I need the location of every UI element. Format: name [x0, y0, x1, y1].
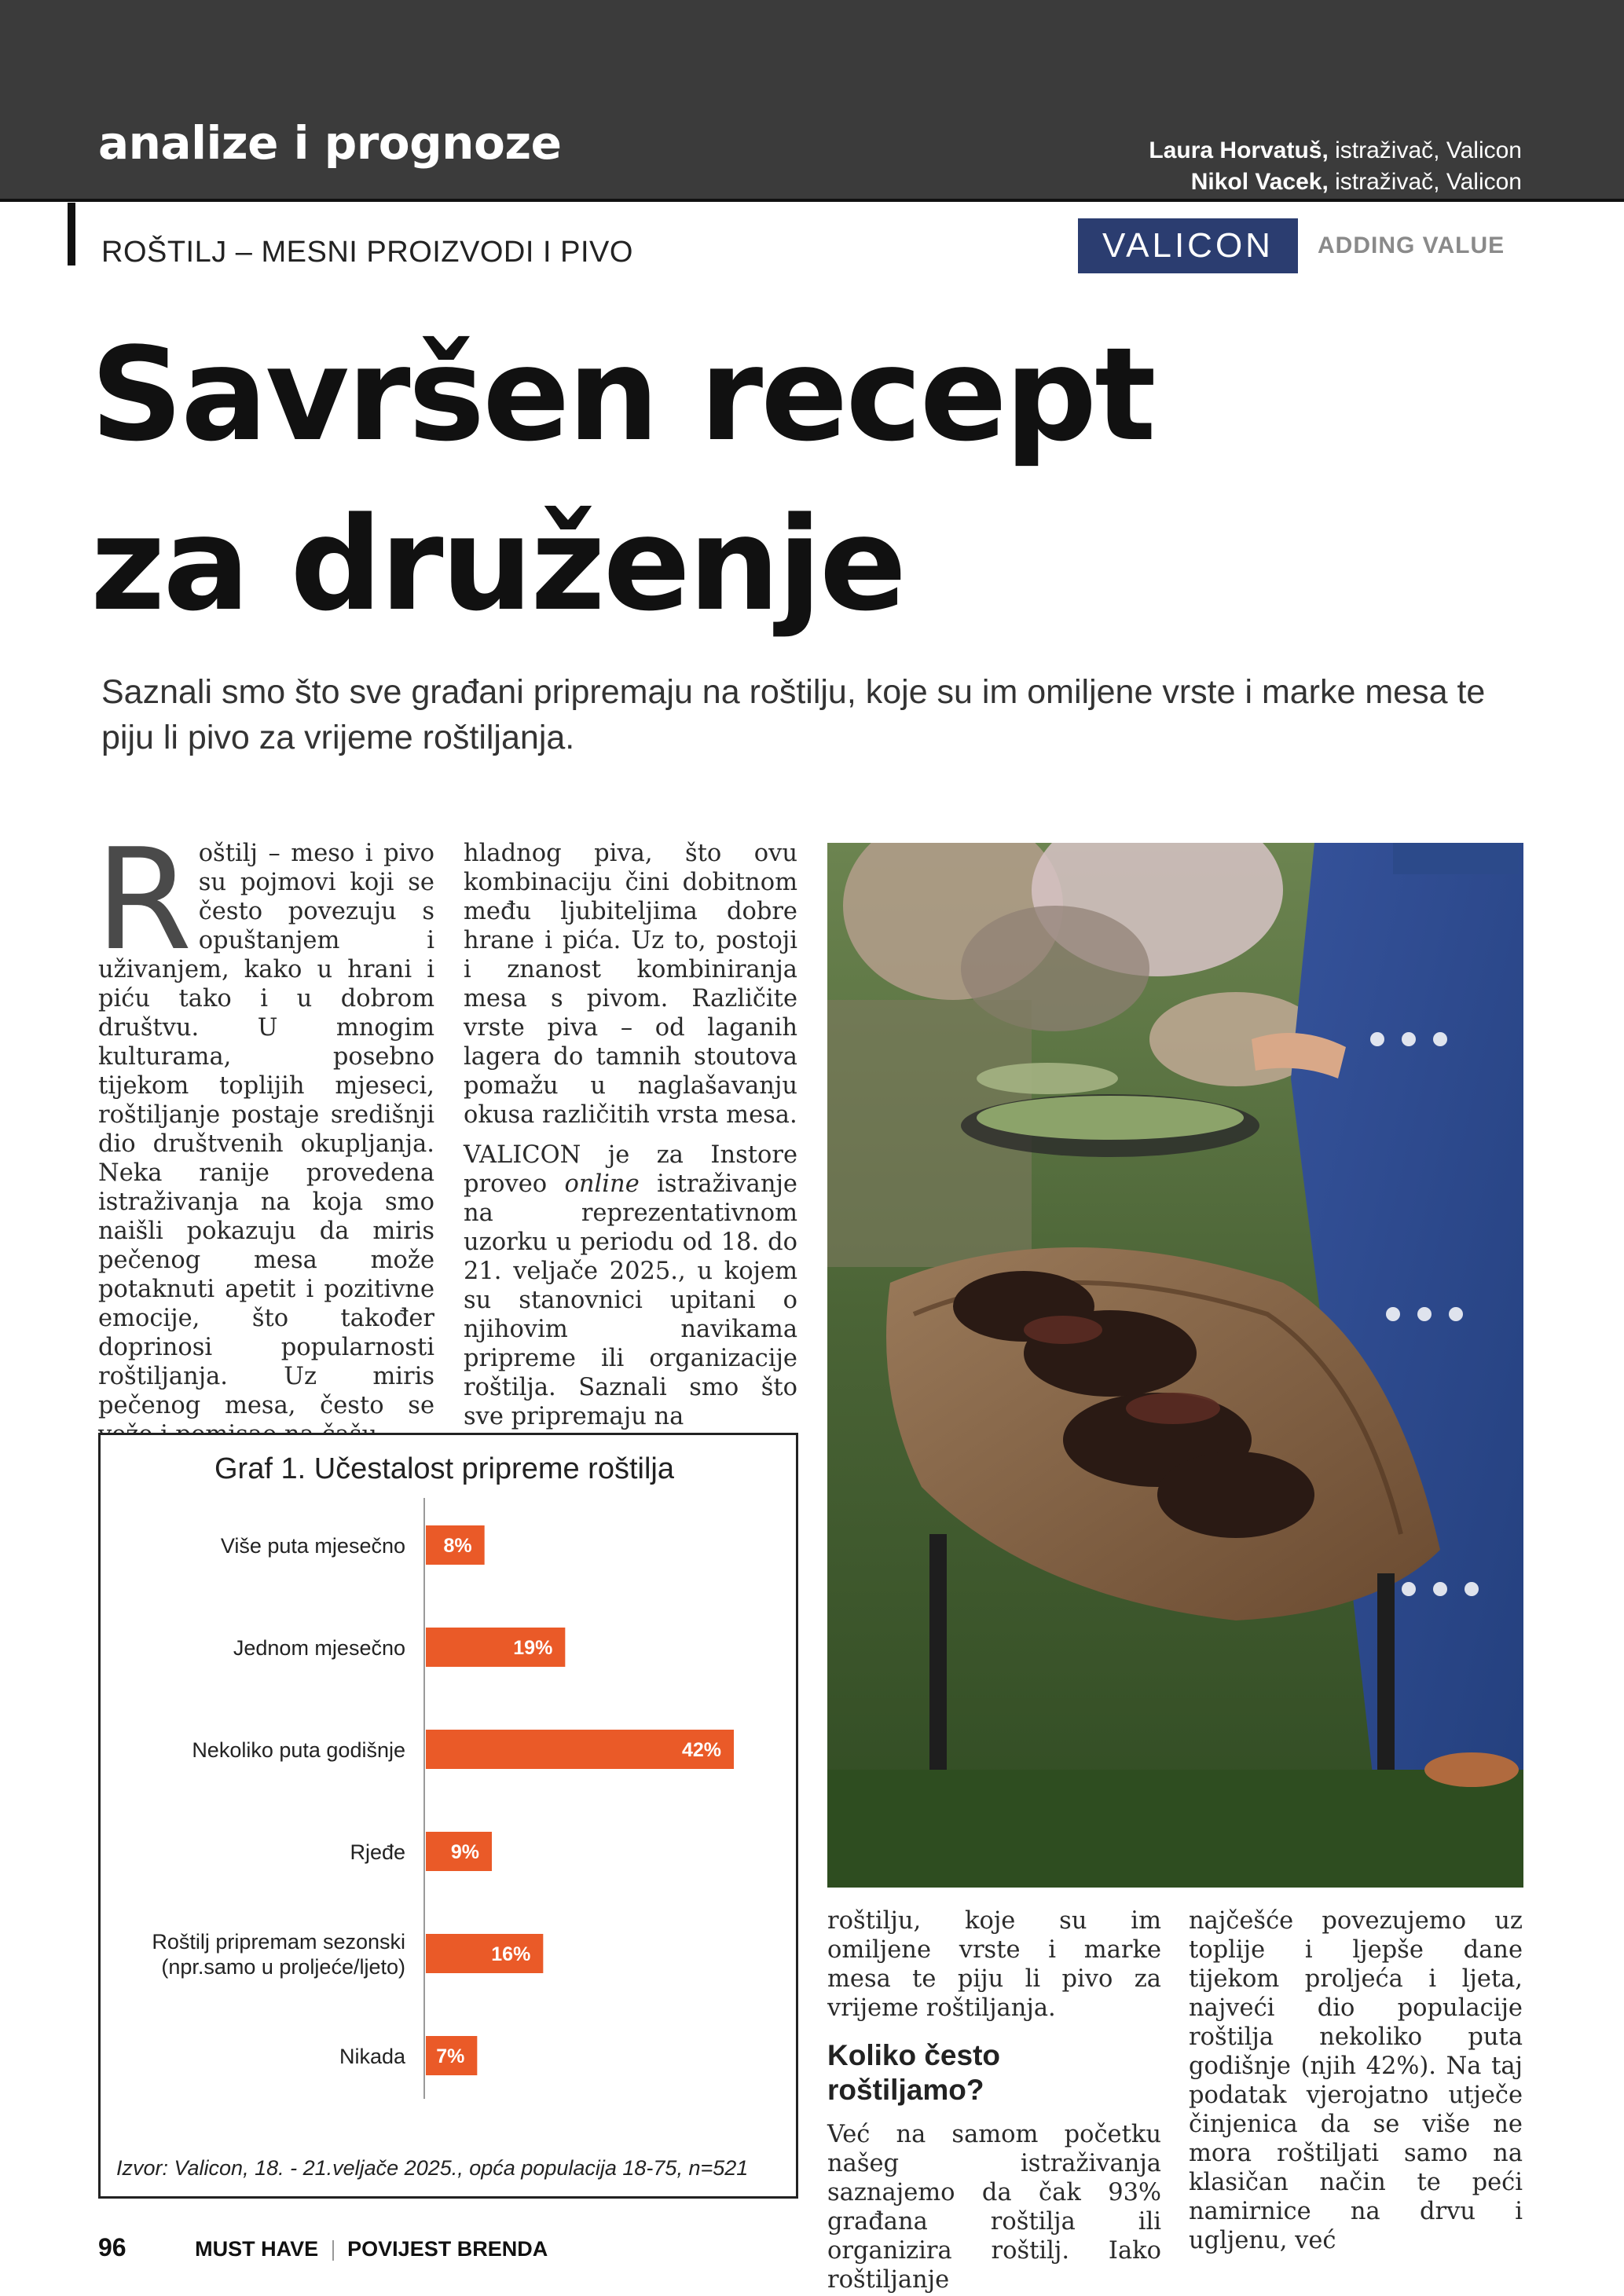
chart-data-label: 8%: [443, 1535, 472, 1557]
chart-data-label: 16%: [491, 1943, 531, 1965]
author-line-2: [1149, 167, 1522, 198]
valicon-logo: [1078, 218, 1518, 273]
paragraph: Već na samom početku našeg istraživanja saznajemo da čak 93% građana roštilja ili organizira roštilj. Iako roštiljanje: [827, 2121, 1161, 2294]
chart-title: Graf 1. Učestalost pripreme roštilja: [214, 1452, 674, 1485]
chart-data-label: 9%: [450, 1841, 479, 1863]
paragraph-text: oštilj – meso i pivo su pojmovi koji se često povezuju s opuštanjem i uživanjem, kako u hrani i piću tako i u dobrom društvu. U mnogim kulturama, posebno tijekom toplijih mjeseci, roštiljanje postaje središnji dio društvenih okupljanja. Neka ranije provedena istraživanja na koja smo naišli pokazuju da miris pečenog mesa može potaknuti apetit i pozitivne emocije, što također doprinosi popularnosti roštiljanja. Uz miris pečenog mesa, često se: [98, 840, 434, 1419]
magazine-name: MUST HAVE: [195, 2237, 319, 2261]
paragraph-text: VALICON je za Instore proveo: [464, 1141, 797, 1198]
footer-section: POVIJEST BRENDA: [347, 2237, 548, 2261]
chart-category-label: Roštilj pripremam sezonski (npr.samo u proljeće/ljeto): [152, 1930, 405, 1979]
kicker-marker: [68, 203, 75, 265]
chart-data-label: 42%: [681, 1739, 721, 1761]
chart-plot: [101, 1482, 796, 2158]
header-band: [0, 0, 1624, 201]
page-footer: [98, 2233, 548, 2262]
paragraph-text: istraživanje na reprezentativnom uzorku u periodu od 18. do 21. veljače 2025., u kojem su stanovnici upitani o njihovim navikama pripreme ili organizacije roštilja. Saznali smo što sve pripremaju na: [464, 1170, 797, 1430]
logo-tagline: ADDING VALUE: [1318, 233, 1505, 258]
chart-frequency: [98, 1433, 798, 2199]
authors-block: [1149, 135, 1522, 198]
paragraph: [95, 818, 434, 1449]
headline: [90, 310, 1505, 650]
logo-wordmark: VALICON: [1078, 218, 1298, 273]
author-role: istraživač, Valicon: [1328, 169, 1522, 195]
chart-category-label: Jednom mjesečno: [233, 1636, 405, 1660]
chart-category-label: Nekoliko puta godišnje: [192, 1738, 405, 1762]
standfirst: Saznali smo što sve građani pripremaju na roštilju, koje su im omiljene vrste i marke mesa te piju li pivo za vrijeme roštiljanja.: [101, 673, 1486, 756]
paragraph: roštilju, koje su im omiljene vrste i marke mesa te piju li pivo za vrijeme roštiljanja.: [827, 1907, 1161, 2022]
body-column-1: [95, 818, 434, 1460]
section-title: analize i prognoze: [98, 116, 562, 170]
footer-separator: [332, 2240, 334, 2261]
author-name: Nikol Vacek,: [1190, 169, 1329, 195]
chart-category-label: Nikada: [339, 2045, 405, 2068]
headline-line-2: za druženje: [90, 489, 905, 639]
kicker: ROŠTILJ – MESNI PROIZVODI I PIVO: [101, 236, 633, 269]
body-column-3: [827, 1906, 1161, 2296]
body-column-2: [464, 839, 797, 1442]
author-line-1: [1149, 135, 1522, 167]
dropcap: R: [95, 818, 192, 981]
subheading: Koliko često roštiljamo?: [827, 2039, 1000, 2106]
bbq-photo: [827, 843, 1523, 1888]
paragraph: [464, 1141, 797, 1431]
emphasis: online: [564, 1170, 640, 1198]
author-name: Laura Horvatuš,: [1149, 137, 1329, 163]
headline-line-1: Savršen recept: [90, 320, 1154, 470]
chart-category-label: Rjeđe: [350, 1840, 405, 1864]
page-number: 96: [98, 2233, 126, 2261]
bbq-photo-illustration: [827, 843, 1523, 1888]
author-role: istraživač, Valicon: [1328, 137, 1522, 163]
chart-source: Izvor: Valicon, 18. - 21.veljače 2025., opća populacija 18-75, n=521: [116, 2156, 749, 2180]
chart-data-label: 7%: [436, 2045, 465, 2067]
header-rule: [0, 199, 1624, 202]
paragraph: najčešće povezujemo uz toplije i ljepše dane tijekom proljeća i ljeta, najveći dio populacije roštilja nekoliko puta godišnje (njih 42%). Na taj podatak vjerojatno utječe činjenica da se više ne mora roštiljati samo na klasičan način te peći namirnice na drvu i ugljenu, već: [1189, 1907, 1523, 2254]
chart-category-label: Više puta mjesečno: [220, 1534, 405, 1558]
paragraph: hladnog piva, što ovu kombinaciju čini dobitnom među ljubiteljima dobre hrane i pića. Uz to, postoji i znanost kombiniranja mesa s pivom. Različite vrste piva – od laganih lagera do tamnih stoutova pomažu u naglašavanju okusa različitih vrsta mesa.: [464, 840, 797, 1129]
body-column-4: [1189, 1906, 1523, 2266]
chart-data-label: 19%: [513, 1637, 553, 1659]
